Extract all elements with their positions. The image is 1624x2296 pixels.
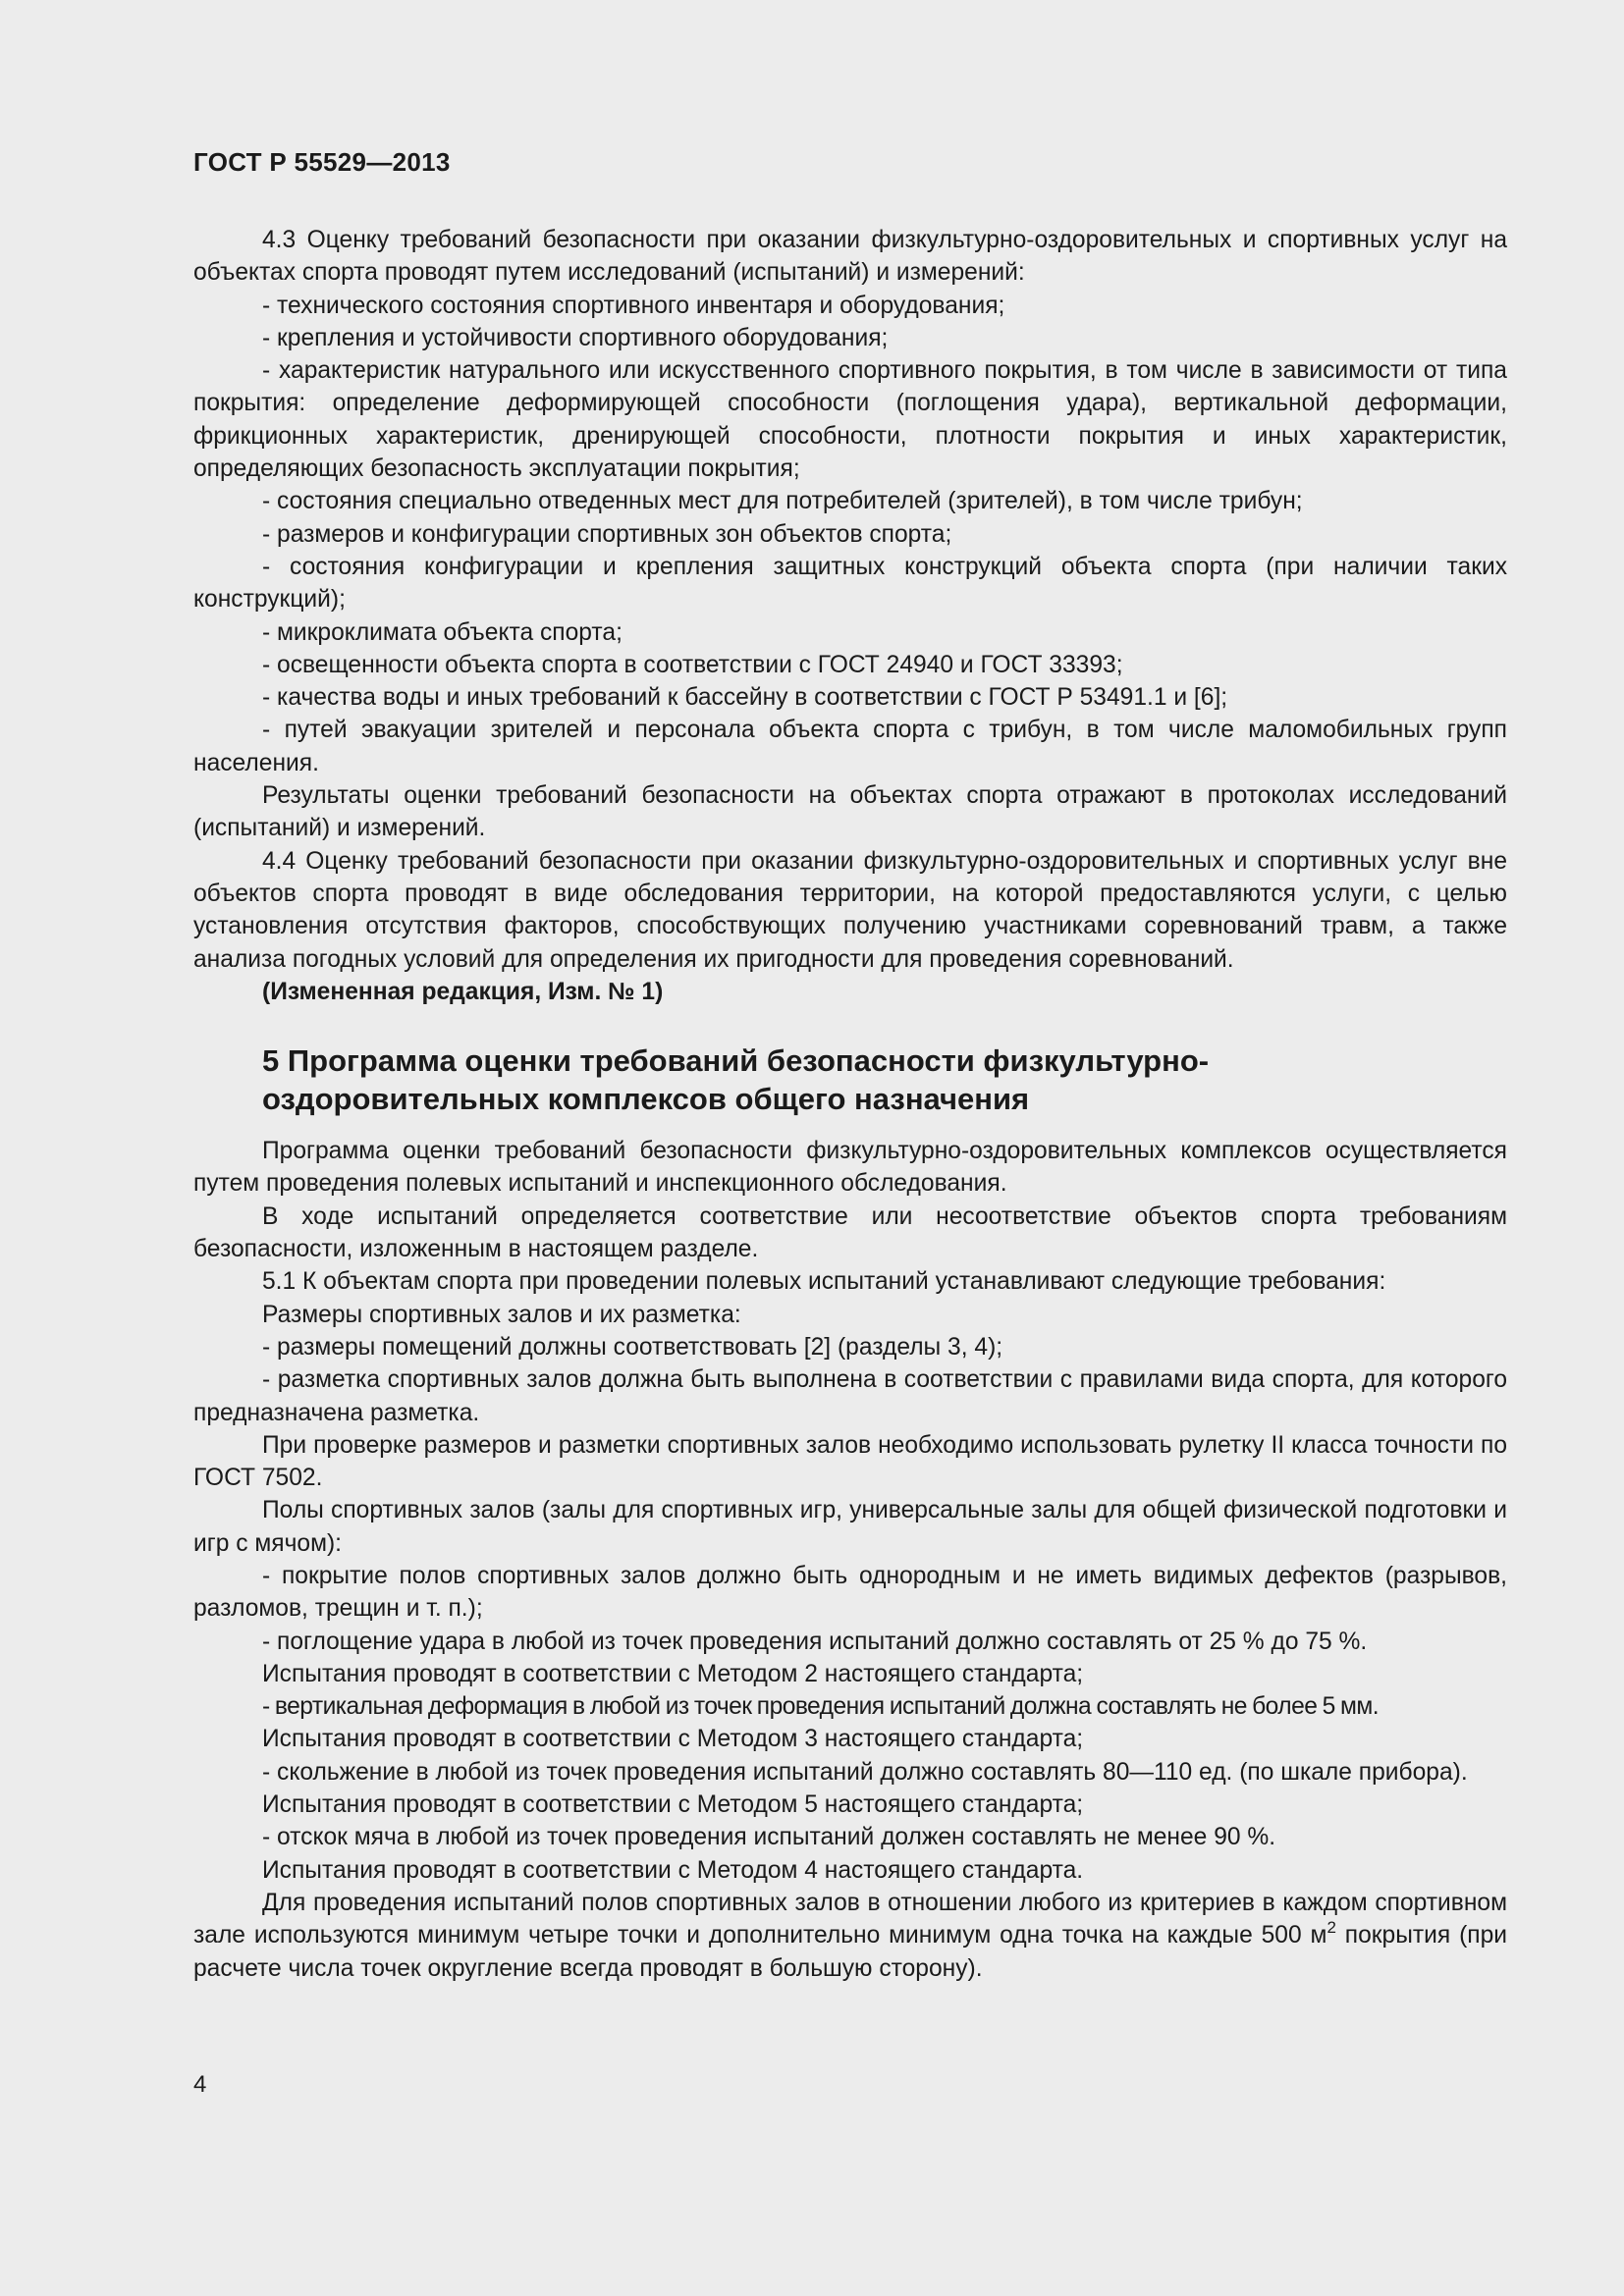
paragraph: В ходе испытаний определяется соответствие или несоответствие объектов спорта требованиям безопасности, изложенным в настоящем разделе. xyxy=(193,1202,1507,1263)
section-5-heading xyxy=(262,1041,1507,1118)
list-item: - состояния конфигурации и крепления защитных конструкций объекта спорта (при наличии таких конструкций); xyxy=(193,553,1507,614)
list-item: - освещенности объекта спорта в соответствии с ГОСТ 24940 и ГОСТ 33393; xyxy=(262,651,1123,678)
paragraph-results: Результаты оценки требований безопасности на объектах спорта отражают в протоколах исследований (испытаний) и измерений. xyxy=(193,782,1507,842)
paragraph-4-3-intro: 4.3 Оценку требований безопасности при оказании физкультурно-оздоровительных и спортивных услуг на объектах спорта проводят путем исследований (испытаний) и измерений: xyxy=(193,227,1507,287)
list-item: - отскок мяча в любой из точек проведения испытаний должен составлять не менее 90 %. xyxy=(262,1824,1276,1851)
paragraph: При проверке размеров и разметки спортивных залов необходимо использовать рулетку II класса точности по ГОСТ 7502. xyxy=(193,1431,1507,1492)
section-5-heading-line-2: оздоровительных комплексов общего назначения xyxy=(262,1082,1030,1117)
list-item: - покрытие полов спортивных залов должно быть однородным и не иметь видимых дефектов (разрывов, разломов, трещин и т. п.); xyxy=(193,1562,1507,1623)
amendment-note: (Измененная редакция, Изм. № 1) xyxy=(262,978,664,1005)
list-item: - характеристик натурального или искусственного спортивного покрытия, в том числе в зависимости от типа покрытия: определение деформирующей способности (поглощения удара), вертикальной деформации, фрикционных характеристик, дренирующей способности, плотности покрытия и иных характеристик, определяющих безопасность эксплуатации покрытия; xyxy=(193,357,1507,483)
list-item: - размеры помещений должны соответствовать [2] (разделы 3, 4); xyxy=(262,1333,1003,1361)
paragraph: Полы спортивных залов (залы для спортивных игр, универсальные залы для общей физической подготовки и игр с мячом): xyxy=(193,1497,1507,1557)
test-points-text-part-2: покрытия (при расчете числа точек округление всегда проводят в большую сторону). xyxy=(193,1922,1507,1982)
list-item: - микроклимата объекта спорта; xyxy=(262,618,623,646)
list-item: - крепления и устойчивости спортивного оборудования; xyxy=(262,324,889,351)
paragraph: Испытания проводят в соответствии с Методом 3 настоящего стандарта; xyxy=(262,1726,1084,1753)
paragraph-5-1: 5.1 К объектам спорта при проведении полевых испытаний устанавливают следующие требования: xyxy=(262,1268,1386,1296)
list-item: - размеров и конфигурации спортивных зон объектов спорта; xyxy=(262,520,952,548)
list-item: - путей эвакуации зрителей и персонала объекта спорта с трибун, в том числе маломобильных групп населения. xyxy=(193,717,1507,776)
paragraph: Испытания проводят в соответствии с Методом 5 настоящего стандарта; xyxy=(262,1791,1084,1819)
document-code-header: ГОСТ Р 55529—2013 xyxy=(193,147,451,177)
paragraph: Испытания проводят в соответствии с Методом 4 настоящего стандарта. xyxy=(262,1856,1084,1884)
paragraph-test-points xyxy=(193,1887,1507,1985)
list-item: - скольжение в любой из точек проведения испытаний должно составлять 80—110 ед. (по шкале прибора). xyxy=(262,1758,1468,1786)
list-item: - вертикальная деформация в любой из точек проведения испытаний должна составлять не более 5 мм. xyxy=(262,1693,1380,1721)
paragraph-4-4: 4.4 Оценку требований безопасности при оказании физкультурно-оздоровительных и спортивных услуг вне объектов спорта проводят в виде обследования территории, на которой предоставляются услуги, с целью установления отсутствия факторов, способствующих получению участниками соревнований травм, а также анализа погодных условий для определения их пригодности для проведения соревнований. xyxy=(193,847,1507,973)
page-number: 4 xyxy=(193,2071,207,2098)
list-item: - разметка спортивных залов должна быть выполнена в соответствии с правилами вида спорта, для которого предназначена разметка. xyxy=(193,1366,1507,1426)
paragraph: Программа оценки требований безопасности физкультурно-оздоровительных комплексов осуществляется путем проведения полевых испытаний и инспекционного обследования. xyxy=(193,1138,1507,1198)
section-5-heading-line-1: 5 Программа оценки требований безопасности физкультурно- xyxy=(262,1043,1210,1079)
paragraph: Размеры спортивных залов и их разметка: xyxy=(262,1301,741,1328)
paragraph: Испытания проводят в соответствии с Методом 2 настоящего стандарта; xyxy=(262,1660,1084,1687)
list-item: - технического состояния спортивного инвентаря и оборудования; xyxy=(262,292,1005,319)
superscript-two: 2 xyxy=(1326,1918,1336,1938)
test-points-text-part-1: Для проведения испытаний полов спортивных залов в отношении любого из критериев в каждом спортивном зале используются минимум четыре точки и дополнительно минимум одна точка на каждые 500 м xyxy=(193,1889,1507,1949)
document-body xyxy=(193,224,1507,1985)
list-item: - поглощение удара в любой из точек проведения испытаний должно составлять от 25 % до 75 %. xyxy=(262,1628,1368,1655)
list-item: - качества воды и иных требований к бассейну в соответствии с ГОСТ Р 53491.1 и [6]; xyxy=(262,684,1228,712)
list-item: - состояния специально отведенных мест для потребителей (зрителей), в том числе трибун; xyxy=(262,488,1303,515)
